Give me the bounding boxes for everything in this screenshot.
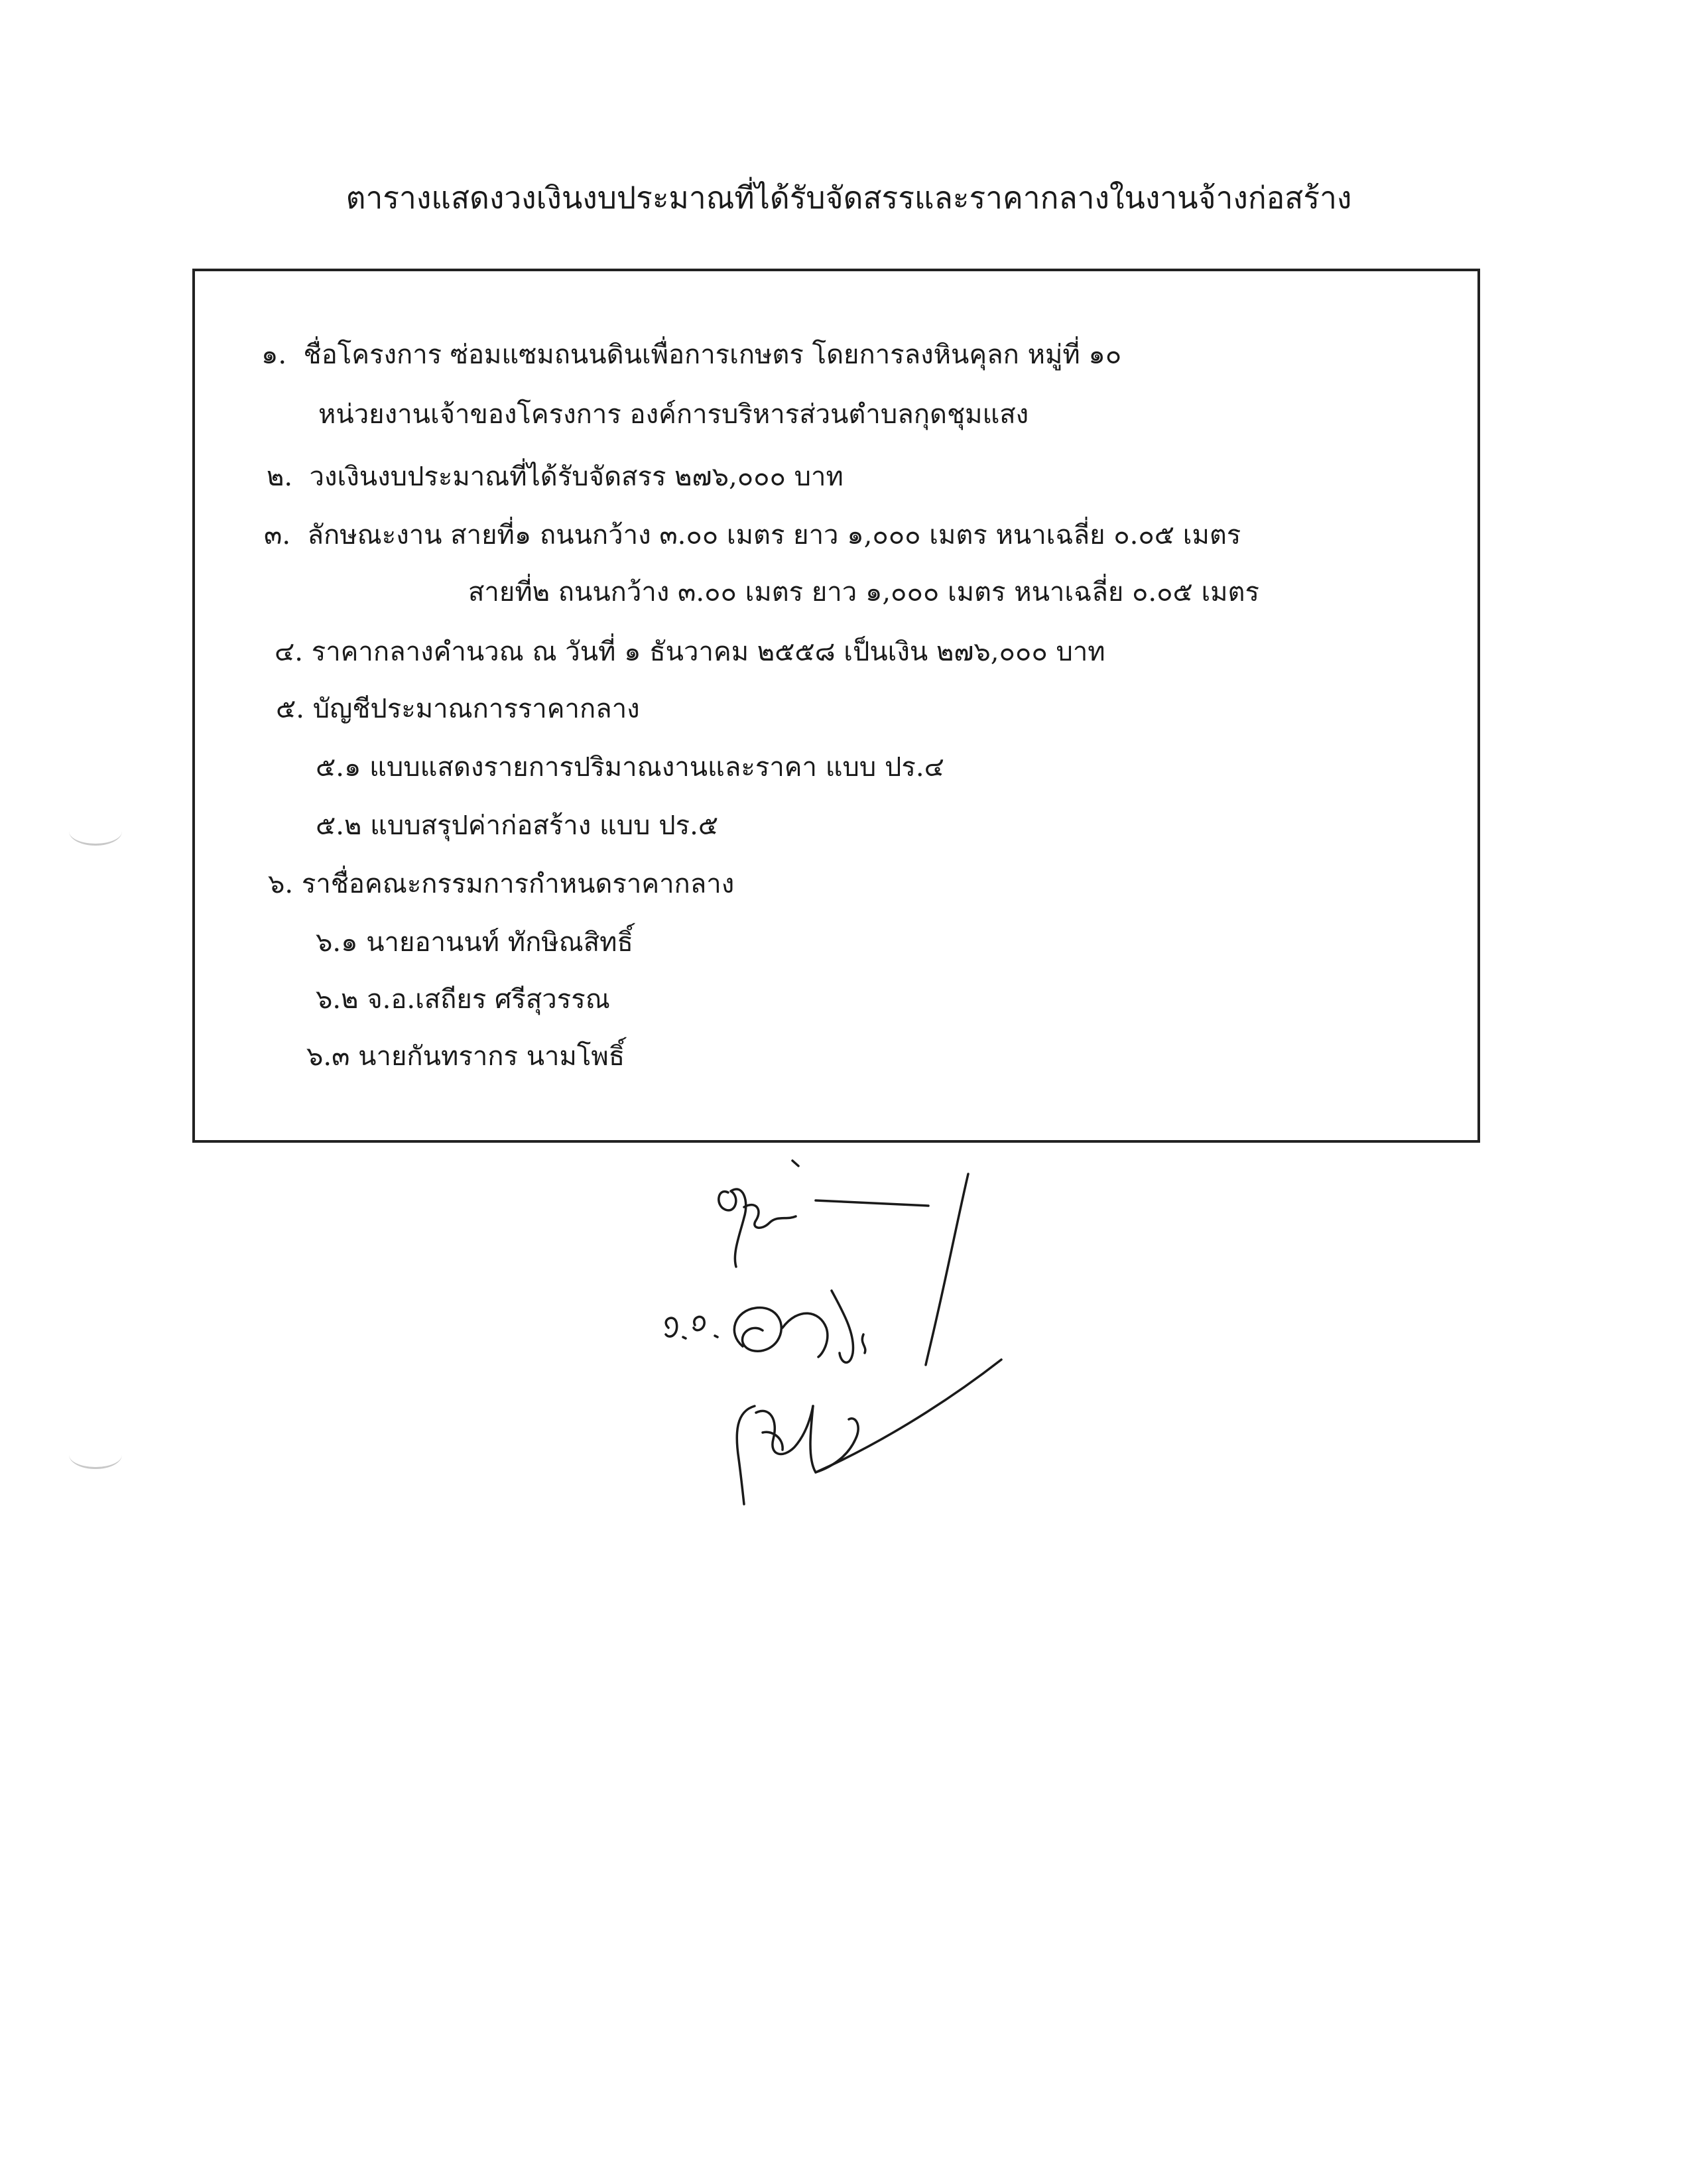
item-3-text: ลักษณะงาน สายที่๑ ถนนกว้าง ๓.๐๐ เมตร ยาว ๑,๐๐๐ เมตร หนาเฉลี่ย ๐.๐๕ เมตร <box>307 520 1241 550</box>
signature-3 <box>737 1360 1001 1504</box>
signature-2 <box>666 1291 865 1362</box>
item-5-text: บัญชีประมาณการราคากลาง <box>312 694 640 724</box>
item-1-text: ชื่อโครงการ ซ่อมแซมถนนดินเพื่อการเกษตร โดยการลงหินคุลก หมู่ที่ ๑๐ <box>303 340 1122 370</box>
item-6-3: ๖.๓ นายกันทรากร นามโพธิ์ <box>306 1041 625 1072</box>
item-6-text: ราชื่อคณะกรรมการกำหนดราคากลาง <box>301 869 735 899</box>
page-title: ตารางแสดงวงเงินงบประมาณที่ได้รับจัดสรรและราคากลางในงานจ้างก่อสร้าง <box>345 180 1352 216</box>
item-6-2: ๖.๒ จ.อ.เสถียร ศรีสุวรรณ <box>316 984 610 1015</box>
budget-info-box <box>192 269 1480 1143</box>
item-6-1: ๖.๑ นายอานนท์ ทักษิณสิทธิ์ <box>316 927 633 958</box>
punch-hole-mark <box>69 1441 122 1469</box>
item-5-1: ๕.๑ แบบแสดงรายการปริมาณงานและราคา แบบ ปร.๔ <box>316 752 944 783</box>
signature-1 <box>719 1161 968 1365</box>
item-4-number: ๔. <box>275 637 303 667</box>
item-4-median-price <box>275 639 1105 665</box>
item-3-number: ๓. <box>264 520 291 550</box>
handwritten-signatures <box>657 1154 1134 1539</box>
item-2-text: วงเงินงบประมาณที่ได้รับจัดสรร ๒๗๖,๐๐๐ บาท <box>309 462 844 492</box>
item-6-number: ๖. <box>268 869 294 899</box>
item-3-work-description <box>264 522 1241 548</box>
item-3-route-2: สายที่๒ ถนนกว้าง ๓.๐๐ เมตร ยาว ๑,๐๐๐ เมตร หนาเฉลี่ย ๐.๐๕ เมตร <box>468 577 1260 608</box>
punch-hole-mark <box>69 817 122 846</box>
item-5-estimate-list <box>276 696 640 722</box>
item-1-project-name <box>261 342 1121 368</box>
item-6-committee <box>268 871 734 897</box>
item-5-number: ๕. <box>276 694 304 724</box>
item-1-owner-agency: หน่วยงานเจ้าของโครงการ องค์การบริหารส่วนตำบลกุดชุมแสง <box>318 399 1029 430</box>
item-4-text: ราคากลางคำนวณ ณ วันที่ ๑ ธันวาคม ๒๕๕๘ เป็นเงิน ๒๗๖,๐๐๐ บาท <box>311 637 1105 667</box>
item-5-2: ๕.๒ แบบสรุปค่าก่อสร้าง แบบ ปร.๕ <box>316 810 719 841</box>
item-2-number: ๒. <box>267 462 293 492</box>
item-2-budget <box>267 464 844 490</box>
item-1-number: ๑. <box>261 340 287 370</box>
